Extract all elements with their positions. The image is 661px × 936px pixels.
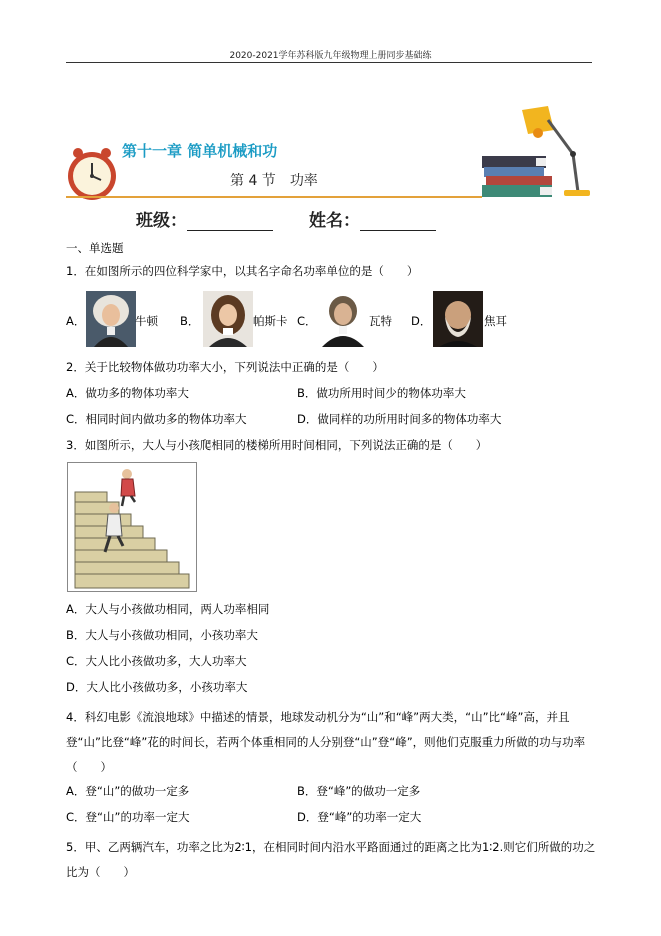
q2-option-c: C．相同时间内做功多的物体功率大 xyxy=(66,412,247,426)
q3-option-d: D．大人比小孩做功多，小孩功率大 xyxy=(66,680,248,694)
q2-option-d: D．做同样的功所用时间多的物体功率大 xyxy=(297,412,502,426)
q1-option-b-name: 帕斯卡 xyxy=(253,314,288,328)
q2-stem: 2．关于比较物体做功功率大小，下列说法中正确的是（ ） xyxy=(66,360,384,374)
class-field xyxy=(136,206,273,231)
chapter-title: 第十一章 简单机械和功 xyxy=(122,142,278,160)
name-blank xyxy=(360,212,436,231)
q1-option-d-name: 焦耳 xyxy=(484,314,507,328)
q4-option-d: D．登“峰”的功率一定大 xyxy=(297,810,422,824)
q3-option-b: B．大人与小孩做功相同，小孩功率大 xyxy=(66,628,258,642)
class-blank xyxy=(187,212,273,231)
q1-option-b-letter: B． xyxy=(180,314,200,328)
section-name: 功率 xyxy=(289,173,318,189)
q4-option-b: B．登“峰”的做功一定多 xyxy=(297,784,421,798)
watt-portrait xyxy=(318,291,368,347)
newton-portrait xyxy=(86,291,136,347)
section-title xyxy=(230,170,318,190)
q1-stem: 1．在如图所示的四位科学家中，以其名字命名功率单位的是（ ） xyxy=(66,264,419,278)
q3-stem: 3．如图所示，大人与小孩爬相同的楼梯所用时间相同，下列说法正确的是（ ） xyxy=(66,438,488,452)
running-header: 2020-2021学年苏科版九年级物理上册同步基础练 xyxy=(229,51,432,61)
q1-option-c-name: 瓦特 xyxy=(369,314,392,328)
q2-option-a: A．做功多的物体功率大 xyxy=(66,386,189,400)
q1-option-a-letter: A． xyxy=(66,314,86,328)
name-field xyxy=(309,206,436,231)
section-heading: 一、单选题 xyxy=(66,241,124,255)
joule-portrait xyxy=(433,291,483,347)
q2-option-b: B．做功所用时间少的物体功率大 xyxy=(297,386,466,400)
q4-stem: 4．科幻电影《流浪地球》中描述的情景，地球发动机分为“山”和“峰”两大类，“山”比“峰”高，并且登“山”比登“峰”花的时间长，若两个体重相同的人分别登“山”登“峰”，则他们克服重力所做的功与功率（ ） xyxy=(66,710,586,774)
class-label: 班级： xyxy=(136,211,187,231)
q1-option-c-letter: C． xyxy=(297,314,317,328)
q5-stem: 5．甲、乙两辆汽车，功率之比为2∶1，在相同时间内沿水平路面通过的距离之比为1∶2.则它们所做的功之比为（ ） xyxy=(66,840,596,879)
q1-option-a-name: 牛顿 xyxy=(135,314,158,328)
clock-icon xyxy=(64,146,120,202)
header-rule xyxy=(66,62,592,63)
q4-option-c: C．登“山”的功率一定大 xyxy=(66,810,190,824)
stairs-climbing-figure xyxy=(67,462,197,592)
q3-option-a: A．大人与小孩做功相同，两人功率相同 xyxy=(66,602,270,616)
name-label: 姓名： xyxy=(309,211,360,231)
desk-lamp-and-books-icon xyxy=(478,104,593,204)
section-number: 第 4 节 xyxy=(230,173,276,189)
q4-option-a: A．登“山”的做功一定多 xyxy=(66,784,190,798)
q3-option-c: C．大人比小孩做功多，大人功率大 xyxy=(66,654,247,668)
q1-option-d-letter: D． xyxy=(411,314,432,328)
pascal-portrait xyxy=(203,291,253,347)
banner-rule xyxy=(66,196,482,198)
